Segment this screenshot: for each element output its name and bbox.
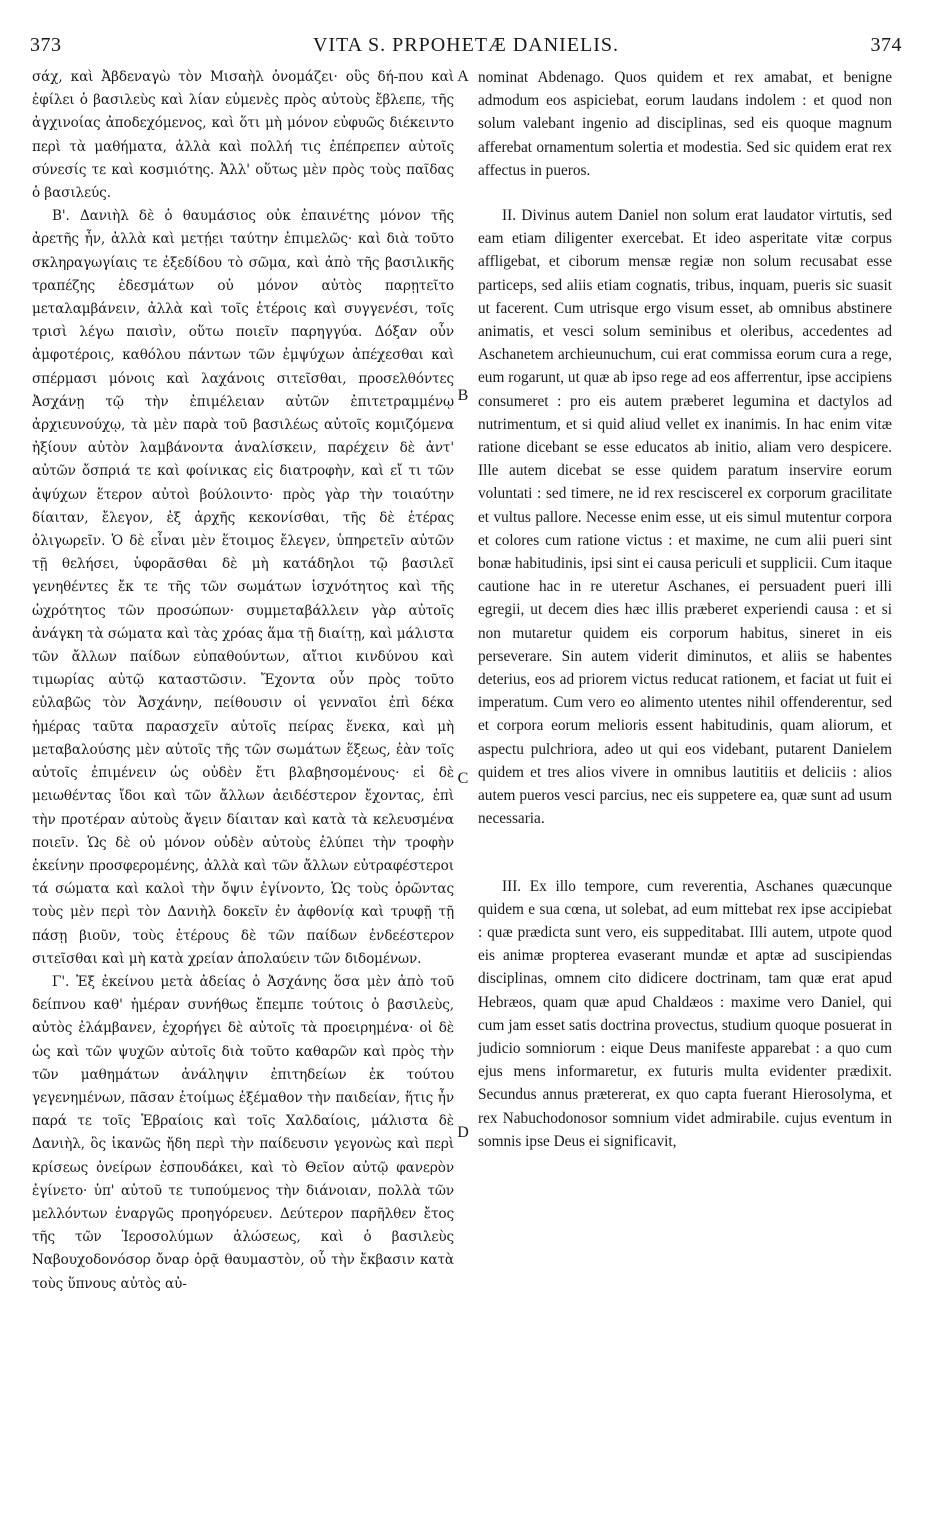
latin-column	[478, 66, 892, 1153]
page-number-left: 373	[30, 34, 62, 56]
latin-paragraph-1: nominat Abdenago. Quos quidem et rex amabat, et benigne admodum eos aspiciebat, eorum laudans indolem : et quod non solum valebant ingenio ad disciplinas, sed eis quoque magnum afferebat ornamentum solertia et modestia. Sed sic quidem erat rex affectus in pueros.	[478, 69, 892, 179]
latin-paragraph-2: II. Divinus autem Daniel non solum erat laudator virtutis, sed eam etiam diligenter exercebat. Et ideo asperitate vitæ corpus affligebat, et ciborum mensæ regiæ non solum recusabat esse particeps, sed aliis etiam cognatis, tribus, inquam, pueris sic suasit ut facerent. Cum utrisque ergo visum esset, ab omnibus abstinere animatis, et vesci solum seminibus et oleribus, accedentes ad Aschanetem archieunuchum, cui erat commissa eorum cura a rege, eum rogarunt, ut quæ ab ipso rege ad eos afferrentur, ipse accipiens consumeret : pro eis autem præberet legumina et dactylos ad nutrimentum, et si quid aliud vellet ex inanimis. In hac enim vitæ ratione dicebant se esse educatos ab initio, aliam vero despicere. Ille autem dicebat se esse quidem paratum inservire eorum voluntati : sed timere, ne id rex resciscerel ex corporum gracilitate et vultus pallore. Necesse enim esse, ut eis simul mutentur corpora et colores cum ratione victus : et maxime, ne cum alii pueri sint bonæ habitudinis, ipsi sint ei causa periculi et supplicii. Cum itaque cautione hac in re uteretur Aschanes, ei persuadent pueri illi egregii, ut decem dies hæc illis præberet experiendi causa : et si non mutaretur quidem eis corporum habitus, sineret in eis perseverare. Sin autem viderit diminutos, et aliis se habentes deterius, eos ad priorem victus reducat rationem, et faciat ut fuit ei imperatum. Cum vero eo alimento utentes nihil offenderentur, sed et corpora eorum melioris essent habitudinis, quam aliorum, et aspectu pulchriora, adeo ut qui eos videbant, putarent Danielem quidem et tres alios vivere in omnibus lautitiis et deliciis : alios autem pueros vesci parcius, nec eis suppetere ea, quæ sunt ad usum necessaria.	[478, 207, 892, 828]
page-header	[30, 34, 902, 64]
margin-marker-c: C	[457, 770, 469, 787]
latin-paragraph-3: III. Ex illo tempore, cum reverentia, Aschanes quæcunque quidem e sua cœna, ut solebat, ad eum mittebat rex ipse accipiebat : quæ prædicta sunt vero, eis suppeditabat. Illi autem, utpote quod eis animæ propterea evaserant mundæ et aptæ ad suscipiendas disciplinas, omnem cito didicere doctrinam, tam quæ erat apud Hebræos, quam quæ apud Chaldæos : maxime vero Daniel, qui cum jam esset satis doctrina provectus, studium quoque posuerat in judicio somniorum : eique Deus manifeste apparebat : a quo cum ejus mens informaretur, ex futuris multa evidenter prædixit. Secundus annus prætererat, ex quo capta fuerant Hierosolyma, et rex Nabuchodonosor somnium videt admirabile. cujus eventum in somnis ipse Deus ei significavit,	[478, 877, 892, 1150]
margin-marker-d: D	[457, 1124, 469, 1141]
page-number-right: 374	[870, 34, 902, 56]
running-title: VITA S. PRPOHETÆ DANIELIS.	[312, 34, 620, 56]
margin-marker-b: B	[457, 387, 469, 404]
greek-paragraph-1: σάχ, καὶ Ἀβδεναγὼ τὸν Μισαὴλ ὀνομάζει· οὓς δή-που καὶ ἐφίλει ὁ βασιλεὺς καὶ λίαν εὐμενὲς πρὸς αὐτοὺς ἔβλεπε, τῆς ἀγχινοίας ἀποδεχόμενος, καὶ ὅτι μὴ μόνον εὐφυῶς διέκειντο περὶ τὰ μαθήματα, ἀλλὰ καὶ πολλή τις ἐπέπρεπεν αὐτοῖς σύνεσίς τε καὶ κοσμιότης. Ἀλλ' οὕτως μὲν πρὸς τοὺς παῖδας ὁ βασιλεύς.	[32, 69, 454, 202]
margin-marker-a: A	[457, 68, 469, 85]
greek-paragraph-2: Β'. Δανιὴλ δὲ ὁ θαυμάσιος οὐκ ἐπαινέτης μόνον τῆς ἀρετῆς ἦν, ἀλλὰ καὶ μετῄει ταύτην ἐπιμελῶς· καὶ διὰ τοῦτο σκληραγωγίαις τε ἐξεδίδου τὸ σῶμα, καὶ ἀπὸ τῆς βασιλικῆς τραπέζης ἐδεσμάτων οὐ μόνον αὐτὸς παρῃτεῖτο μεταλαμβάνειν, ἀλλὰ καὶ τοῖς ἑτέροις καὶ συγγενέσι, τοῖς τρισὶ λέγω παισὶν, οὕτω ποιεῖν παρηγγύα. Δόξαν οὖν ἀμφοτέροις, καθόλου πάντων τῶν ἐμψύχων ἀπέχεσθαι καὶ σπέρμασι μόνοις καὶ λαχάνοις σιτεῖσθαι, προσελθόντες Ἀσχάνῃ τῷ τὴν ἐπιμέλειαν αὐτῶν ἐπιτετραμμένῳ ἀρχιευνούχῳ, τὰ μὲν παρὰ τοῦ βασιλέως αὐτοῖς κομιζόμενα ἠξίουν αὐτὸν λαμβάνοντα ἀναλίσκειν, παρέχειν δὲ ἀντ' αὐτῶν ὄσπριά τε καὶ φοίνικας εἰς διατροφὴν, καὶ εἴ τι τῶν ἀψύχων ἕτερον αὐτοὶ βούλοιντο· πρὸς γὰρ τὴν τοιαύτην δίαιταν, ἔλεγον, ἐξ ἀρχῆς κεκονίσθαι, τῆς δὲ ἑτέρας ὀλιγωρεῖν. Ὁ δὲ εἶναι μὲν ἕτοιμος ἔλεγεν, ὑπηρετεῖν αὐτῶν τῇ θελήσει, ὑφορᾶσθαι δὲ μὴ κατάδηλοι τῷ βασιλεῖ γενηθέντες ἔκ τε τῆς τῶν σωμάτων ἰσχνότητος καὶ τῆς ὠχρότητος τῶν προσώπων· συμμεταβάλλειν γὰρ αὐτοῖς ἀνάγκη τὰ σώματα καὶ τὰς χρόας ἅμα τῇ διαίτῃ, καὶ μάλιστα τῶν ἄλλων παίδων εὐπαθούντων, αἴτιοι κινδύνου καὶ τιμωρίας αὐτῷ καταστῶσιν. Ἔχοντα οὖν πρὸς τοῦτο εὐλαβῶς τὸν Ἀσχάνην, πείθουσιν οἱ γενναῖοι ἐπὶ δέκα ἡμέρας ταῦτα παρασχεῖν αὐτοῖς πείρας ἕνεκα, καὶ μὴ μεταβαλούσης μὲν αὐτοῖς τῆς τῶν σωμάτων ἕξεως, ἐὰν τοῖς αὐτοῖς ἐπιμένειν ὡς οὐδὲν ἔτι βλαβησομένους· εἰ δὲ μειωθέντας ἴδοι καὶ τῶν ἄλλων ἀειδέστερον ἔχοντας, ἐπὶ τὴν προτέραν αὐτοὺς ἄγειν δίαιταν καὶ κατὰ τὰ κελευσμένα ποιεῖν. Ὡς δὲ οὐ μόνον οὐδὲν αὐτοὺς ἐλύπει τὴν τροφὴν ἐκείνην προσφερομένης, ἀλλὰ καὶ τῶν ἄλλων εὐτραφέστεροι τά σώματα καὶ καλοὶ τὴν ὄψιν ἐγίνοντο, Ὡς τοὺς ὁρῶντας τοὺς μὲν περὶ τὸν Δανιὴλ δοκεῖν ἐν ἀφθονίᾳ καὶ τρυφῇ τῇ πάσῃ βιοῦν, τοὺς ἑτέρους δὲ τῶν παίδων ἐνδεέστερον σιτεῖσθαι καὶ μὴ κατὰ χρείαν ἀπολαύειν τῶν διδομένων.	[32, 208, 454, 967]
greek-column	[32, 66, 454, 1296]
greek-paragraph-3: Γ'. Ἐξ ἐκείνου μετὰ ἀδείας ὁ Ἀσχάνης ὅσα μὲν ἀπὸ τοῦ δείπνου καθ' ἡμέραν συνήθως ἔπεμπε τούτοις ὁ βασιλεὺς, αὐτὸς ἐλάμβανεν, ἐχορήγει δὲ αὐτοῖς τὰ προειρημένα· οἱ δὲ ὡς καὶ τῶν ψυχῶν αὐτοῖς διὰ τοῦτο καθαρῶν καὶ πρὸς τὴν τῶν μαθημάτων ἀνάληψιν ἐπιτηδείων ἐκ τούτου γεγενημένων, πᾶσαν ἑτοίμως ἐξέμαθον τὴν παιδείαν, ἥτις ἦν παρά τε τοῖς Ἑβραίοις καὶ τοῖς Χαλδαίοις, μάλιστα δὲ Δανιὴλ, ὃς ἱκανῶς ἤδη περὶ τὴν παίδευσιν γεγονὼς καὶ περὶ κρίσεως ὀνείρων ἐσπουδάκει, καὶ τὸ Θεῖον αὐτῷ φανερὸν ἐγίνετο· ὑπ' αὐτοῦ τε τυπούμενος τὴν διάνοιαν, πολλὰ τῶν μελλόντων ἐναργῶς προηγόρευεν. Δεύτερον παρῆλθεν ἔτος τῆς τῶν Ἱεροσολύμων ἁλώσεως, καὶ ὁ βασιλεὺς Ναβουχοδονόσορ ὄναρ ὁρᾷ θαυμαστὸν, οὗ τὴν ἔκβασιν κατὰ τοὺς ὕπνους αὐτὸς αὐ-	[32, 973, 454, 1292]
